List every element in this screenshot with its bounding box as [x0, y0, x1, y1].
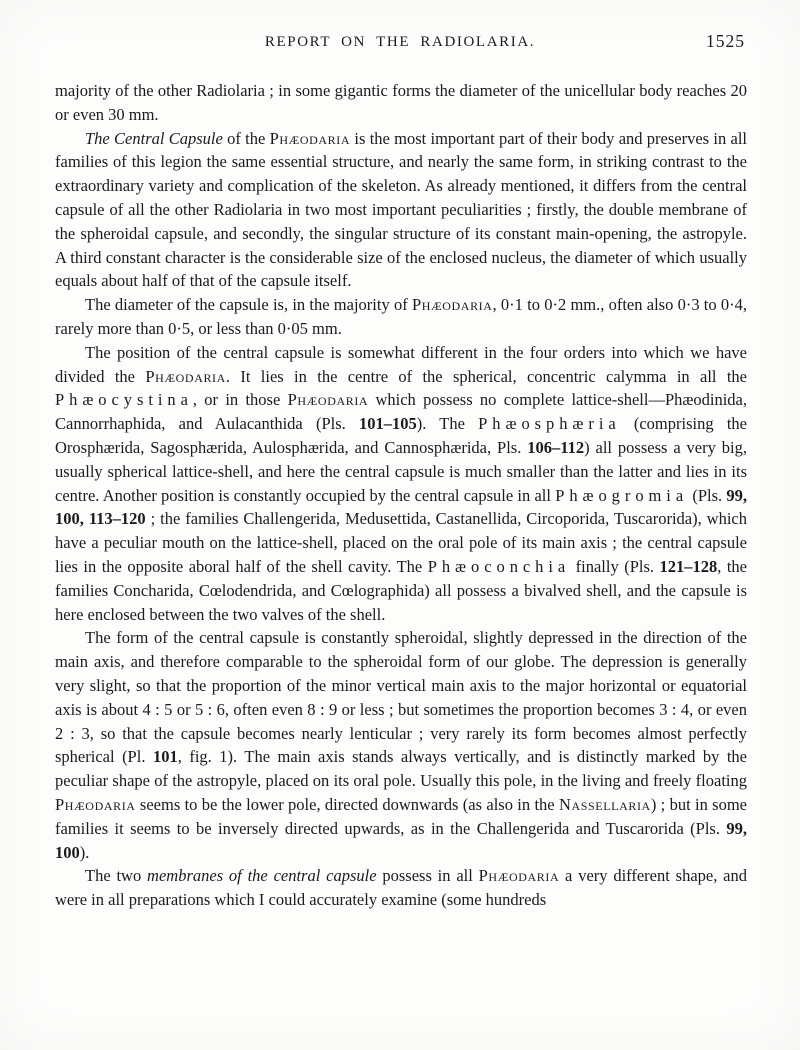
text-run: of the [222, 128, 270, 148]
paragraph [55, 127, 747, 294]
text-run: The form of the central capsule is constantly spheroidal, slightly depressed in the direction of the main axis, and therefore comparable to the spheroidal form of our globe. The depression is generally very slight, so that the proportion of the minor vertical main axis to the major horizontal or equatorial axis is about 4 : 5 or 5 : 6, often even 8 : 9 or less ; but sometimes the proportion becomes 3 : 4, or even 2 : 3, so that the capsule becomes nearly lenticular ; very rarely its form becomes almost perfectly spherical (Pl. [55, 628, 747, 767]
text-run: . It lies in the centre of the spherical, concentric calymma in all the [225, 366, 748, 386]
text-run: Phæosphæria [478, 414, 621, 434]
paragraph [55, 864, 747, 912]
paragraph [55, 341, 747, 627]
page-body [55, 79, 747, 912]
text-run: Phæoconchia [427, 556, 571, 576]
text-run: ; the families Challengerida, Medusettida, Castanellida, Circoporida, Tuscarorida), which have a peculiar mouth on the lattice-shell, placed on the oral pole of its main axis ; the central capsule lies in the opposite aboral half of the shell cavity. The [55, 509, 747, 576]
page-number: 1525 [706, 31, 745, 51]
paragraph [55, 293, 747, 341]
paragraph [55, 626, 747, 864]
text-run: is the most important part of their body and preserves in all families of this legion the same essential structure, and nearly the same form, in striking contrast to the extraordinary variety and complication of the skeleton. As already mentioned, it differs from the central capsule of all the other Radiolaria in two most important peculiarities ; firstly, the double membrane of the spheroidal capsule, and secondly, the singular structure of its constant main-opening, the astropyle. A third constant character is the considerable size of the enclosed nucleus, the diameter of which usually equals about half of that of the capsule itself. [55, 128, 747, 291]
text-run: , fig. 1). The main axis stands always vertically, and is distinctly marked by the peculiar shape of the astropyle, placed on its oral pole. Usually this pole, in the living and freely floating [55, 747, 747, 791]
text-run: majority of the other Radiolaria ; in some gigantic forms the diameter of the unicellular body reaches 20 or even 30 mm. [55, 81, 747, 124]
text-run: seems to be the lower pole, directed downwards (as also in the [135, 794, 559, 814]
text-run: ). The [416, 414, 479, 434]
paragraph [55, 79, 747, 127]
text-run: finally (Pls. [570, 556, 660, 576]
text-run: Phæodaria [269, 128, 351, 148]
text-run: a very different shape, and were in all preparations which I could accurately examine (some hundreds [55, 866, 747, 910]
text-run: 101 [152, 747, 178, 767]
text-run: 99, 100, 113–120 [55, 485, 747, 529]
text-run: , or in those [192, 390, 288, 410]
text-run: 99, 100 [55, 818, 747, 862]
text-run: which possess no complete lattice-shell—Phæodinida, Cannorrhaphida, and Aulacanthida (Pls. [55, 390, 747, 434]
text-run: Phæodaria [55, 794, 136, 814]
text-run: The diameter of the capsule is, in the majority of [85, 295, 412, 315]
text-run: Nassellaria [558, 794, 651, 814]
page-header [55, 31, 745, 58]
text-run: 101–105 [359, 414, 417, 434]
text-run: ) all possess a very big, usually spherical lattice-shell, and here the central capsule is much smaller than the latter and lies in its centre. Another position is constantly occupied by the central capsule in all [55, 437, 747, 505]
text-run: Phæodaria [287, 390, 369, 410]
text-run: membranes of the central capsule [147, 866, 377, 886]
text-run: Phæodaria [478, 866, 560, 886]
text-run: (Pls. [688, 485, 727, 505]
text-run: possess in all [376, 866, 479, 886]
text-run: 121–128 [659, 556, 718, 576]
text-run: The position of the central capsule is somewhat different in the four orders into which we have divided the [55, 342, 747, 386]
text-run: Phæocystina [55, 390, 193, 410]
text-run: (comprising the Orosphærida, Sagosphærida, Aulosphærida, and Cannosphærida, Pls. [55, 414, 747, 457]
running-title: REPORT ON THE RADIOLARIA. [264, 34, 536, 50]
text-run: The Central Capsule [85, 128, 223, 148]
text-run: ) ; but in some families it seems to be inversely directed upwards, as in the Challengerida and Tuscarorida (Pls. [55, 794, 747, 838]
text-run: , the families Concharida, Cœlodendrida, and Cœlographida) all possess a bivalved shell, and the capsule is here enclosed between the two valves of the shell. [55, 556, 747, 624]
text-run: The two [85, 866, 148, 886]
text-run: 106–112 [527, 437, 585, 457]
text-run: ). [79, 842, 90, 862]
text-run: Phæodaria [145, 366, 226, 386]
text-run: Phæodaria [411, 295, 493, 315]
text-run: , 0·1 to 0·2 mm., often also 0·3 to 0·4, rarely more than 0·5, or less than 0·05 mm. [55, 295, 748, 338]
text-run: Phæogromia [555, 485, 689, 505]
